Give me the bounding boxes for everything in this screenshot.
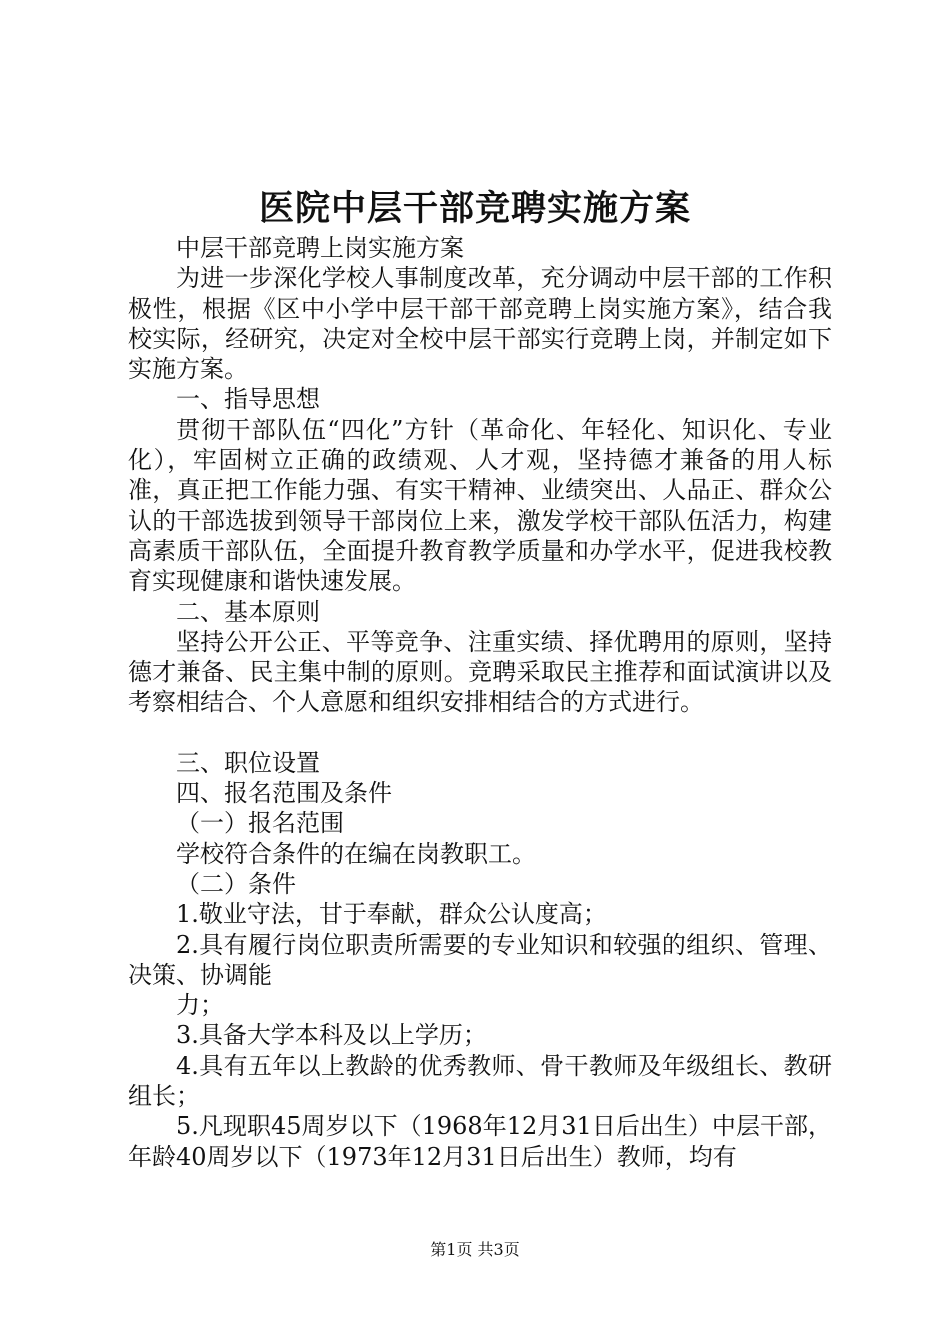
section-heading-guiding-ideology: 一、指导思想: [176, 385, 320, 414]
condition-item: 3.具备大学本科及以上学历；: [176, 1021, 487, 1050]
document-body: [128, 233, 832, 1172]
subheading-conditions: （二）条件: [176, 869, 296, 898]
condition-item: 2.具有履行岗位职责所需要的专业知识和较强的组织、管理、决策、协调能: [128, 930, 832, 989]
section-heading-basic-principles: 二、基本原则: [176, 597, 320, 626]
paragraph-guiding-ideology: 贯彻干部队伍“四化”方针（革命化、年轻化、知识化、专业化），牢固树立正确的政绩观、人才观，坚持德才兼备的用人标准，真正把工作能力强、有实干精神、业绩突出、人品正、群众公认的干部选拔到领导干部岗位上来，激发学校干部队伍活力，构建高素质干部队伍，全面提升教育教学质量和办学水平，促进我校教育实现健康和谐快速发展。: [128, 415, 832, 596]
section-heading-registration: 四、报名范围及条件: [176, 779, 392, 808]
paragraph-intro: 为进一步深化学校人事制度改革，充分调动中层干部的工作积极性，根据《区中小学中层干部干部竞聘上岗实施方案》，结合我校实际，经研究，决定对全校中层干部实行竞聘上岗，并制定如下实施方案。: [128, 264, 832, 384]
condition-item: 1.敬业守法，甘于奉献，群众公认度高；: [176, 900, 607, 929]
section-heading-positions: 三、职位设置: [176, 748, 320, 777]
paragraph-basic-principles: 坚持公开公正、平等竞争、注重实绩、择优聘用的原则，坚持德才兼备、民主集中制的原则。竞聘采取民主推荐和面试演讲以及考察相结合、个人意愿和组织安排相结合的方式进行。: [128, 627, 832, 717]
paragraph-subtitle: 中层干部竞聘上岗实施方案: [176, 234, 464, 262]
subheading-registration-scope: （一）报名范围: [176, 809, 344, 838]
document-title: 医院中层干部竞聘实施方案: [258, 188, 691, 229]
paragraph-registration-scope: 学校符合条件的在编在岗教职工。: [176, 839, 536, 868]
condition-item-continuation: 力；: [176, 991, 224, 1020]
page-footer: 第1页 共3页: [430, 1240, 520, 1259]
condition-item: 4.具有五年以上教龄的优秀教师、骨干教师及年级组长、教研组长；: [128, 1051, 832, 1111]
condition-item: 5.凡现职45周岁以下（1968年12月31日后出生）中层干部，年龄40周岁以下（1973年12月31日后出生）教师，均有: [128, 1112, 832, 1171]
